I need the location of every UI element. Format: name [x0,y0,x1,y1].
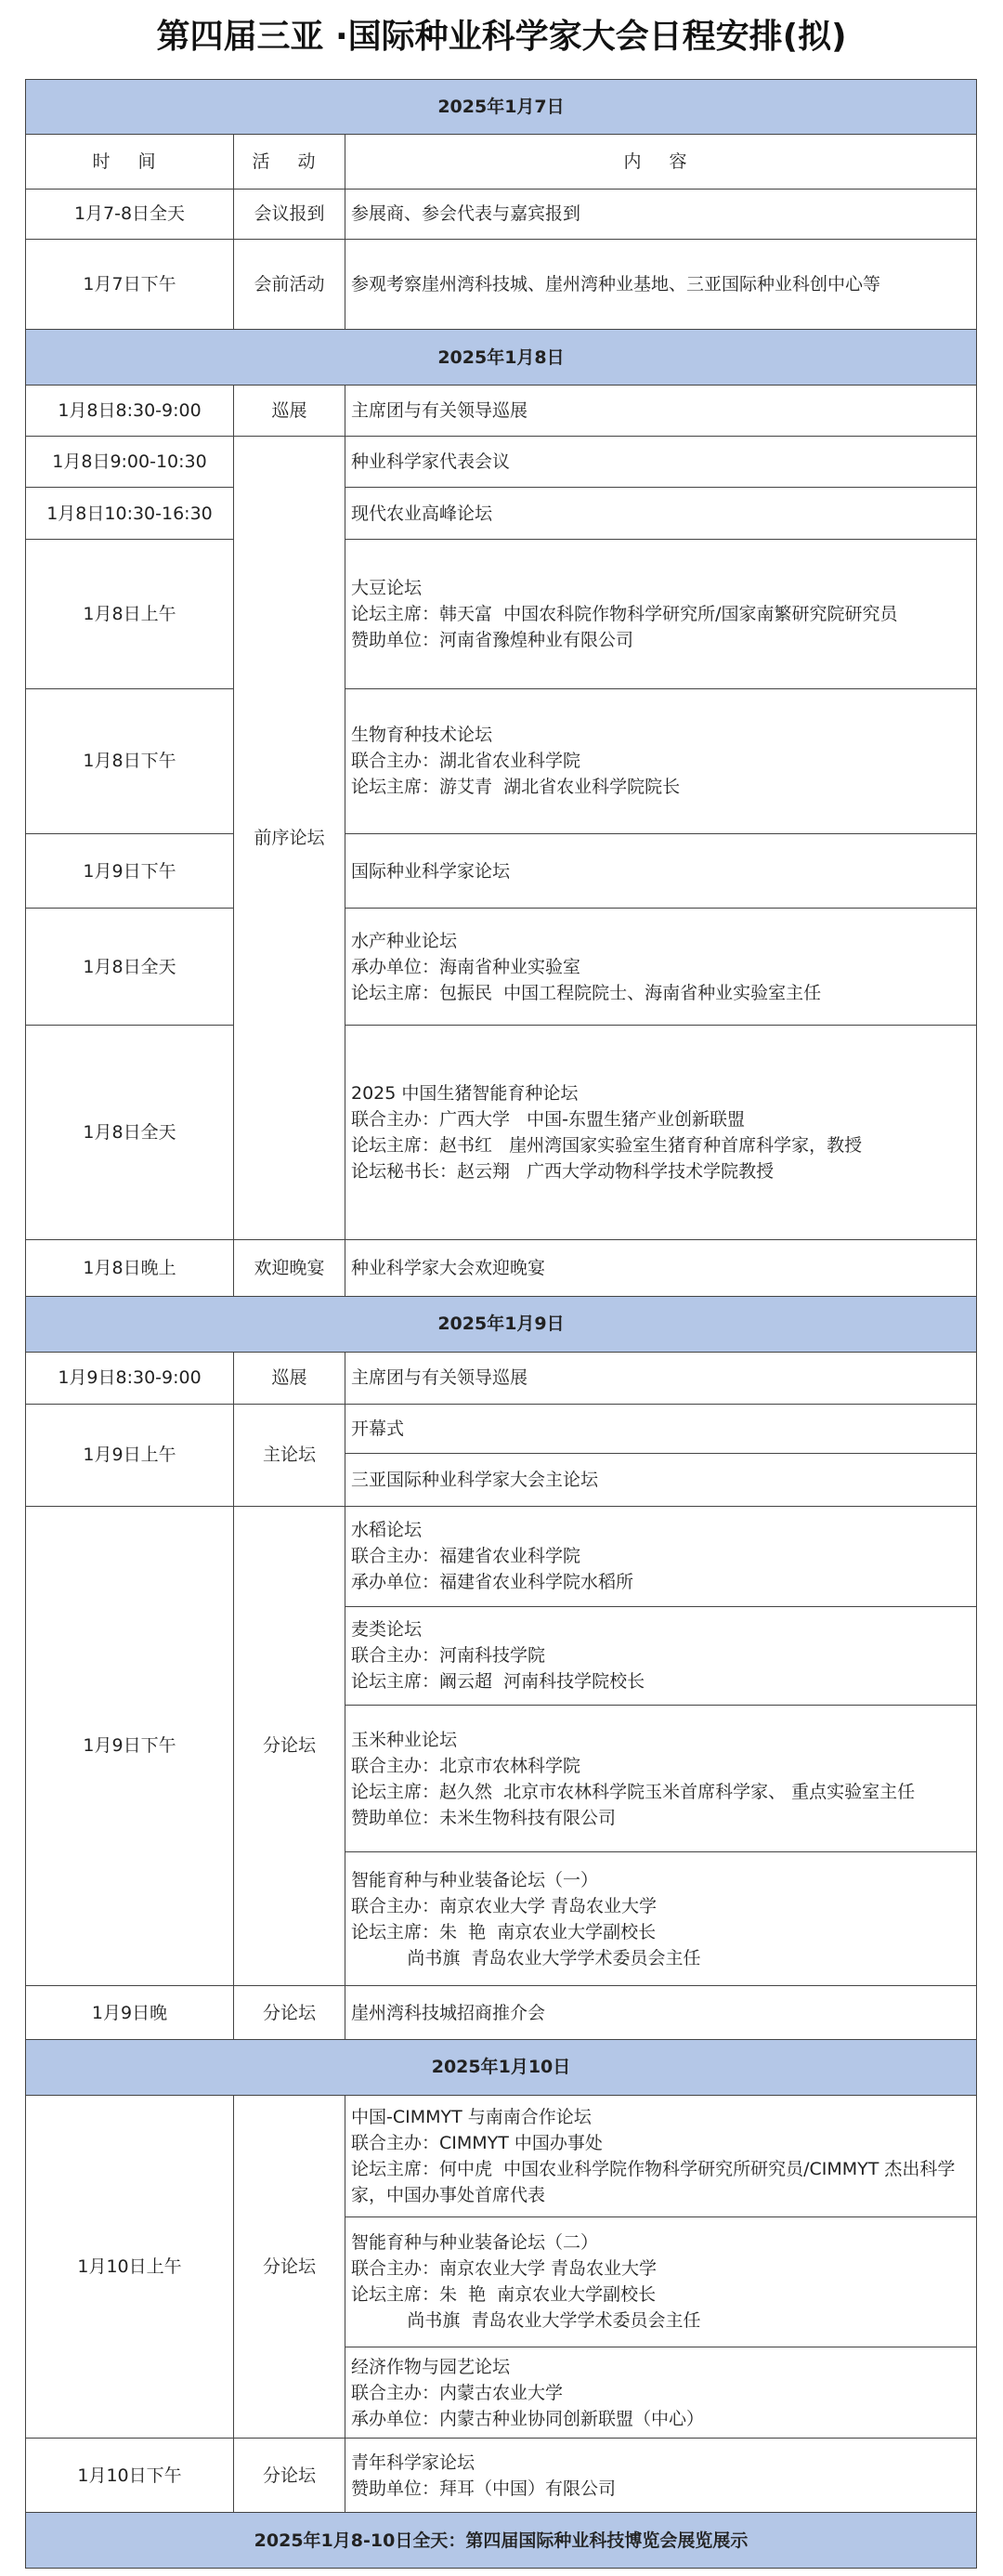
content-line: 赞助单位：拜耳（中国）有限公司 [351,2478,617,2499]
content-line: 联合主办：广西大学 中国-东盟生猪产业创新联盟 [351,1108,745,1130]
content-cell [345,1852,977,1985]
content-line: 承办单位：内蒙古种业协同创新联盟（中心） [351,2408,705,2429]
content-line: 中国-CIMMYT 与南南合作论坛 [351,2106,592,2127]
content-line: 智能育种与种业装备论坛（一） [351,1869,599,1890]
content-line: 主席团与有关领导巡展 [351,1367,528,1389]
content-cell [345,1985,977,2039]
content-line: 参展商、参会代表与嘉宾报到 [351,203,581,225]
time-cell: 1月9日下午 [26,1506,234,1985]
content-cell [345,2216,977,2347]
time-cell: 1月8日上午 [26,539,234,688]
activity-cell: 巡展 [234,1352,345,1404]
content-line: 联合主办：CIMMYT 中国办事处 [351,2132,603,2153]
content-line: 参观考察崖州湾科技城、崖州湾种业基地、三亚国际种业科创中心等 [351,274,881,295]
content-line: 种业科学家代表会议 [351,451,511,473]
content-line: 论坛主席：韩天富 中国农科院作物科学研究所/国家南繁研究院研究员 [351,603,898,624]
content-line: 经济作物与园艺论坛 [351,2356,511,2377]
activity-cell: 分论坛 [234,2095,345,2439]
content-cell [345,688,977,834]
activity-cell: 分论坛 [234,1506,345,1985]
time-cell: 1月8日8:30-9:00 [26,385,234,436]
content-cell [345,385,977,436]
content-line: 赞助单位：河南省豫煌种业有限公司 [351,629,634,650]
content-cell [345,834,977,909]
content-line: 联合主办：南京农业大学 青岛农业大学 [351,2258,658,2280]
content-line: 论坛主席：包振民 中国工程院院士、海南省种业实验室主任 [351,982,822,1003]
content-cell [345,1705,977,1852]
time-cell: 1月10日下午 [26,2439,234,2513]
content-line: 开幕式 [351,1419,405,1440]
content-line: 联合主办：南京农业大学 青岛农业大学 [351,1895,658,1916]
date-band-day2: 2025年1月8日 [26,330,977,385]
content-line: 生物育种技术论坛 [351,725,493,746]
content-line: 论坛主席：朱 艳 南京农业大学副校长 [351,1921,657,1942]
content-cell [345,539,977,688]
time-cell: 1月8日晚上 [26,1239,234,1296]
content-cell [345,437,977,488]
content-line: 论坛主席：赵久然 北京市农林科学院玉米首席科学家、 重点实验室主任 [351,1781,916,1802]
content-line: 尚书旗 青岛农业大学学术委员会主任 [351,2310,701,2332]
content-cell [345,1026,977,1240]
content-line: 青年科学家论坛 [351,2452,475,2473]
time-cell: 1月8日9:00-10:30 [26,437,234,488]
time-cell: 1月9日上午 [26,1404,234,1506]
time-cell: 1月9日晚 [26,1985,234,2039]
content-cell [345,1607,977,1706]
content-cell [345,2439,977,2513]
content-cell [345,1352,977,1404]
activity-cell: 巡展 [234,385,345,436]
content-line: 大豆论坛 [351,577,423,598]
content-cell [345,1454,977,1506]
content-cell [345,909,977,1026]
content-line: 2025 中国生猪智能育种论坛 [351,1082,579,1104]
time-cell: 1月7-8日全天 [26,189,234,239]
page-title: 第四届三亚 ·国际种业科学家大会日程安排(拟) [156,18,847,56]
activity-cell: 主论坛 [234,1404,345,1506]
content-line: 论坛主席：阚云超 河南科技学院校长 [351,1671,645,1693]
content-line: 联合主办：河南科技学院 [351,1645,546,1667]
content-cell [345,1239,977,1296]
content-line: 麦类论坛 [351,1619,423,1641]
content-cell [345,189,977,239]
time-cell: 1月9日8:30-9:00 [26,1352,234,1404]
activity-cell: 欢迎晚宴 [234,1239,345,1296]
content-line: 承办单位：福建省农业科学院水稻所 [351,1572,634,1593]
content-cell [345,2347,977,2439]
content-line: 论坛秘书长：赵云翔 广西大学动物科学技术学院教授 [351,1160,775,1182]
content-cell [345,240,977,330]
content-line: 智能育种与种业装备论坛（二） [351,2232,599,2254]
content-line: 论坛主席：赵书红 崖州湾国家实验室生猪育种首席科学家，教授 [351,1134,863,1156]
time-cell: 1月9日下午 [26,834,234,909]
content-line: 主席团与有关领导巡展 [351,399,528,421]
activity-cell: 会议报到 [234,189,345,239]
activity-cell: 分论坛 [234,1985,345,2039]
schedule-table [25,79,977,2569]
content-line: 崖州湾科技城招商推介会 [351,2002,546,2023]
content-line: 赞助单位：未米生物科技有限公司 [351,1807,617,1828]
content-line: 尚书旗 青岛农业大学学术委员会主任 [351,1947,701,1968]
time-cell: 1月8日全天 [26,909,234,1026]
header-time: 时 间 [26,135,234,189]
time-cell: 1月7日下午 [26,240,234,330]
content-line: 联合主办：内蒙古农业大学 [351,2382,564,2403]
header-activity: 活 动 [234,135,345,189]
content-cell [345,2095,977,2216]
activity-cell: 前序论坛 [234,437,345,1240]
content-line: 论坛主席：游艾青 湖北省农业科学院院长 [351,777,681,798]
time-cell: 1月8日10:30-16:30 [26,488,234,539]
content-line: 水产种业论坛 [351,930,458,951]
content-cell [345,1506,977,1607]
content-cell [345,1404,977,1453]
content-cell [345,488,977,539]
content-line: 国际种业科学家论坛 [351,860,511,882]
content-line: 联合主办：北京市农林科学院 [351,1755,581,1776]
content-line: 承办单位：海南省种业实验室 [351,956,581,977]
content-line: 种业科学家大会欢迎晚宴 [351,1257,546,1278]
activity-cell: 会前活动 [234,240,345,330]
expo-footer-band: 2025年1月8-10日全天：第四届国际种业科技博览会展览展示 [26,2513,977,2569]
header-content: 内 容 [345,135,977,189]
date-band-day4: 2025年1月10日 [26,2040,977,2095]
content-line: 论坛主席：何中虎 中国农业科学院作物科学研究所研究员/CIMMYT 杰出科学家，中国办事处首席代表 [351,2158,956,2205]
time-cell: 1月8日全天 [26,1026,234,1240]
date-band-day3: 2025年1月9日 [26,1297,977,1352]
content-line: 三亚国际种业科学家大会主论坛 [351,1469,599,1490]
content-line: 论坛主席：朱 艳 南京农业大学副校长 [351,2284,657,2306]
time-cell: 1月10日上午 [26,2095,234,2439]
activity-cell: 分论坛 [234,2439,345,2513]
content-line: 水稻论坛 [351,1520,423,1541]
time-cell: 1月8日下午 [26,688,234,834]
content-line: 联合主办：湖北省农业科学院 [351,751,581,772]
date-band-day1: 2025年1月7日 [26,80,977,135]
content-line: 现代农业高峰论坛 [351,503,493,524]
content-line: 联合主办：福建省农业科学院 [351,1546,581,1567]
content-line: 玉米种业论坛 [351,1729,458,1750]
